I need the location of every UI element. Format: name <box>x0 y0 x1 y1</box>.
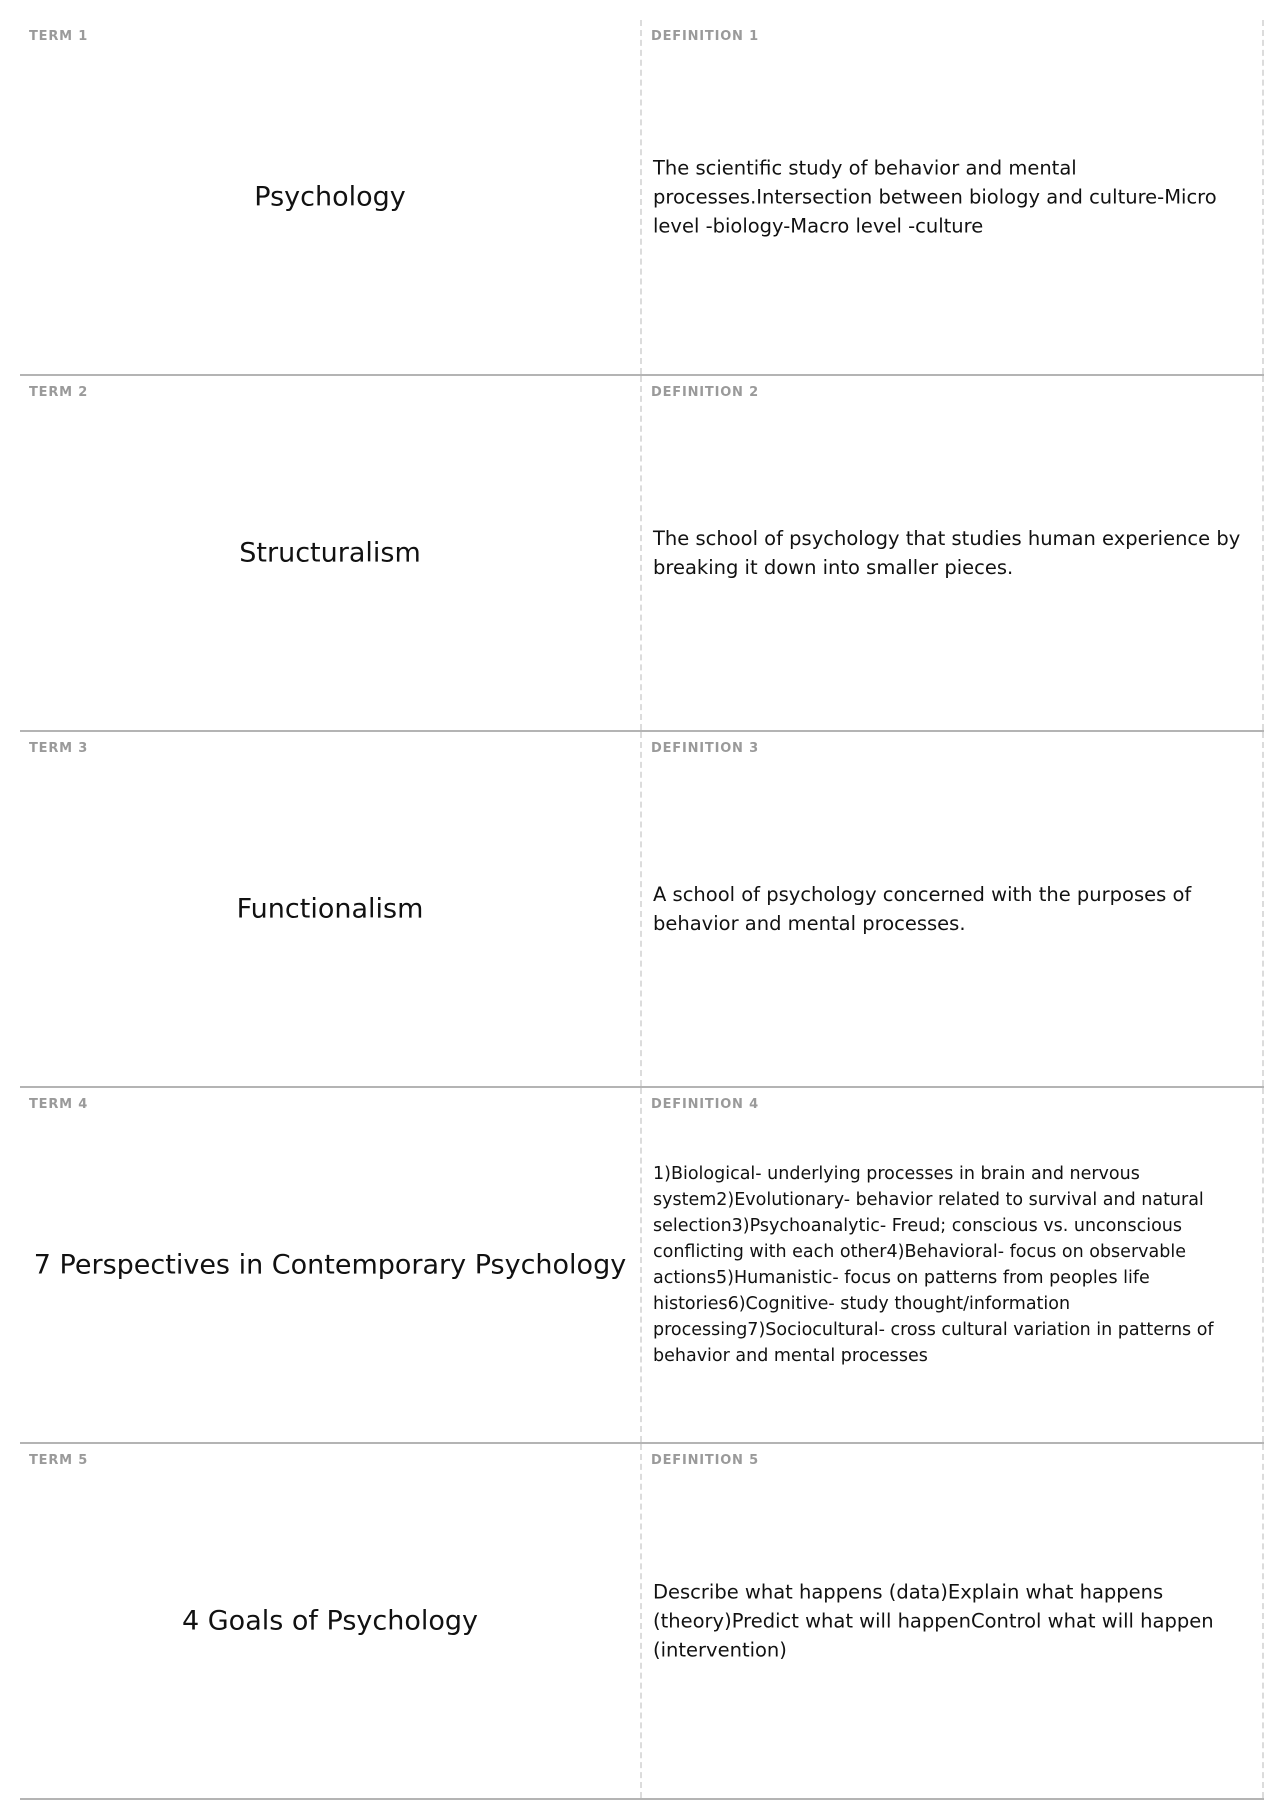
definition-text: 1)Biological- underlying processes in brain and nervous system2)Evolutionary- behavior related to survival and natural selection3)Psychoanalytic- Freud; conscious vs. unconscious conflicting with each other4)Behavioral- focus on observable actions5)Humanistic- focus on patterns from peoples life histories6)Cognitive- study thought/information processing7)Sociocultural- cross cultural variation in patterns of behavior and mental processes <box>653 1164 1214 1366</box>
term-cell <box>20 1088 642 1442</box>
card-row-3 <box>20 732 1264 1088</box>
term-text: 7 Perspectives in Contemporary Psychology <box>33 1249 627 1281</box>
term-text: Functionalism <box>236 893 424 925</box>
term-cell <box>20 1444 642 1798</box>
term-label: TERM 2 <box>29 385 89 400</box>
definition-cell <box>642 20 1264 374</box>
definition-label: DEFINITION 4 <box>651 1097 759 1112</box>
term-label: TERM 3 <box>29 741 89 756</box>
term-cell <box>20 376 642 730</box>
definition-cell <box>642 1088 1264 1442</box>
term-text: 4 Goals of Psychology <box>182 1605 478 1637</box>
definition-label: DEFINITION 3 <box>651 741 759 756</box>
definition-cell <box>642 376 1264 730</box>
definition-text: The scientific study of behavior and mental processes.Intersection between biology and culture-Micro level -biology-Macro level -culture <box>653 156 1217 238</box>
term-cell <box>20 20 642 374</box>
card-row-1 <box>20 20 1264 376</box>
card-row-2 <box>20 376 1264 732</box>
card-row-4 <box>20 1088 1264 1444</box>
term-label: TERM 5 <box>29 1453 89 1468</box>
definition-text: A school of psychology concerned with the purposes of behavior and mental processes. <box>653 883 1192 935</box>
flashcard-sheet <box>20 20 1264 1802</box>
definition-cell <box>642 1444 1264 1798</box>
term-label: TERM 1 <box>29 29 89 44</box>
card-row-5 <box>20 1444 1264 1800</box>
term-text: Structuralism <box>239 537 421 569</box>
term-label: TERM 4 <box>29 1097 89 1112</box>
term-cell <box>20 732 642 1086</box>
term-text: Psychology <box>254 181 406 213</box>
definition-cell <box>642 732 1264 1086</box>
definition-text: Describe what happens (data)Explain what happens (theory)Predict what will happenControl what will happen (intervention) <box>653 1580 1214 1662</box>
definition-label: DEFINITION 5 <box>651 1453 759 1468</box>
definition-label: DEFINITION 2 <box>651 385 759 400</box>
definition-text: The school of psychology that studies human experience by breaking it down into smaller pieces. <box>653 527 1241 579</box>
definition-label: DEFINITION 1 <box>651 29 759 44</box>
